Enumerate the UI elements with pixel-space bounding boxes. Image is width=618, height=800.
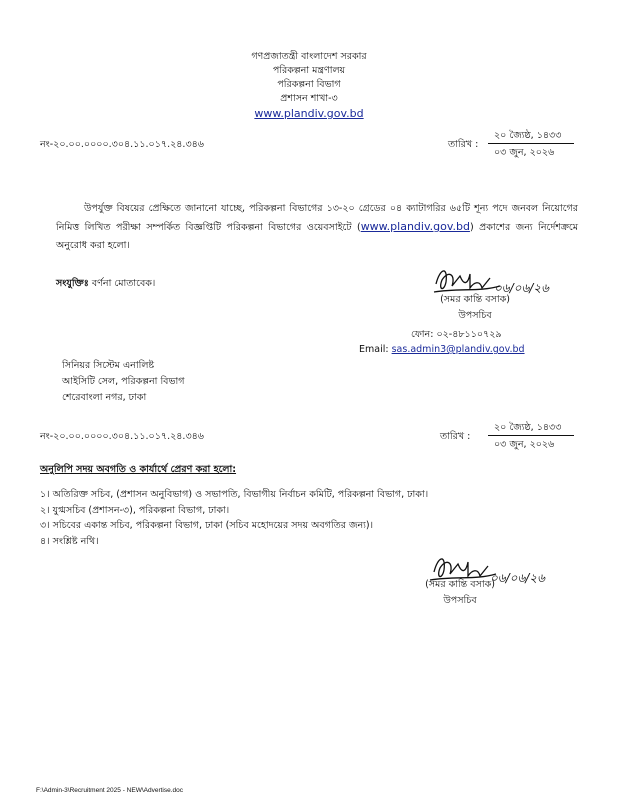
signatory-name: (সমর কান্তি বসাক): [440, 294, 510, 305]
recipient-title: সিনিয়র সিস্টেম এনালিষ্ট: [62, 360, 155, 371]
copy-item: ২। যুগ্মসচিব (প্রশাসন-৩), পরিকল্পনা বিভাগ, ঢাকা।: [40, 505, 230, 516]
date-label-2: তারিখ :: [440, 431, 471, 442]
date-bangla: ২০ জ্যৈষ্ঠ, ১৪৩৩: [494, 130, 562, 141]
header-division: পরিকল্পনা বিভাগ: [277, 79, 341, 90]
attachment-line: [56, 277, 155, 292]
recipient-address: শেরেবাংলা নগর, ঢাকা: [62, 392, 147, 403]
header-ministry-name: গণপ্রজাতন্ত্রী বাংলাদেশ সরকার: [251, 51, 367, 62]
attachment-value: বর্ণনা মোতাবেক।: [91, 278, 156, 289]
copy-item: ১। অতিরিক্ত সচিব, (প্রশাসন অনুবিভাগ) ও সভাপতি, বিভাগীয় নির্বাচন কমিটি, পরিকল্পনা বিভাগ, ঢাকা।: [40, 489, 429, 500]
copy-heading: অনুলিপি সদয় অবগতি ও কার্যার্থে প্রেরণ করা হলো:: [40, 464, 237, 475]
header-section: প্রশাসন শাখা-৩: [280, 93, 338, 104]
email-link[interactable]: sas.admin3@plandiv.gov.bd: [391, 344, 525, 355]
body-paragraph: উপর্যুক্ত বিষয়ের প্রেক্ষিতে জানানো যাচ্ছে, পরিকল্পনা বিভাগের ১৩-২০ গ্রেডের ০৪ ক্যাটাগরির ৬৫টি শূন্য পদে জনবল নিয়োগের নিমিত্ত লিখিত পরীক্ষা সম্পর্কিত বিজ্ঞপ্তিটি পরিকল্পনা বিভাগের ওয়েবসাইটে (www.plandiv.gov.bd) প্রকাশের জন্য নির্দেশক্রমে অনুরোধ করা হলো।: [56, 203, 578, 251]
header-website-link[interactable]: www.plandiv.gov.bd: [254, 107, 364, 120]
copy-item: ৪। সংশ্লিষ্ট নথি।: [40, 536, 99, 547]
email-line: [359, 344, 525, 355]
signatory-name-2: (সমর কান্তি বসাক): [425, 579, 495, 590]
signatory-designation-2: উপসচিব: [443, 595, 477, 606]
phone-number: ফোন: ০২-৪৮১১০৭২৯: [411, 329, 502, 340]
attachment-label: সংযুক্তিঃ: [56, 278, 89, 289]
recipient-office: আইসিটি সেল, পরিকল্পনা বিভাগ: [62, 376, 185, 387]
date-divider: [488, 143, 574, 144]
signature-1-date: ০৬/০৬/২৬: [494, 281, 549, 295]
memo-number-2: নং-২০.০০.০০০০.৩০৪.১১.০১৭.২৪.৩৪৬: [40, 431, 204, 442]
signature-2-date: ০৬/০৬/২৬: [490, 571, 545, 585]
copy-item: ৩। সচিবের একান্ত সচিব, পরিকল্পনা বিভাগ, ঢাকা (সচিব মহোদয়ের সদয় অবগতির জন্য)।: [40, 520, 373, 531]
footer-filepath: F:\Admin-3\Recruitment 2025 - NEW\Advertise.doc: [36, 787, 184, 794]
date-label: তারিখ :: [448, 139, 479, 150]
signatory-designation: উপসচিব: [458, 310, 492, 321]
website-link[interactable]: www.plandiv.gov.bd: [360, 220, 470, 233]
date-english: ০৩ জুন, ২০২৬: [494, 147, 555, 158]
date-english-2: ০৩ জুন, ২০২৬: [494, 439, 555, 450]
date-divider-2: [488, 435, 574, 436]
email-label: Email:: [359, 344, 389, 355]
header-ministry: পরিকল্পনা মন্ত্রণালয়: [272, 65, 346, 76]
memo-number: নং-২০.০০.০০০০.৩০৪.১১.০১৭.২৪.৩৪৬: [40, 139, 204, 150]
date-bangla-2: ২০ জ্যৈষ্ঠ, ১৪৩৩: [494, 422, 562, 433]
